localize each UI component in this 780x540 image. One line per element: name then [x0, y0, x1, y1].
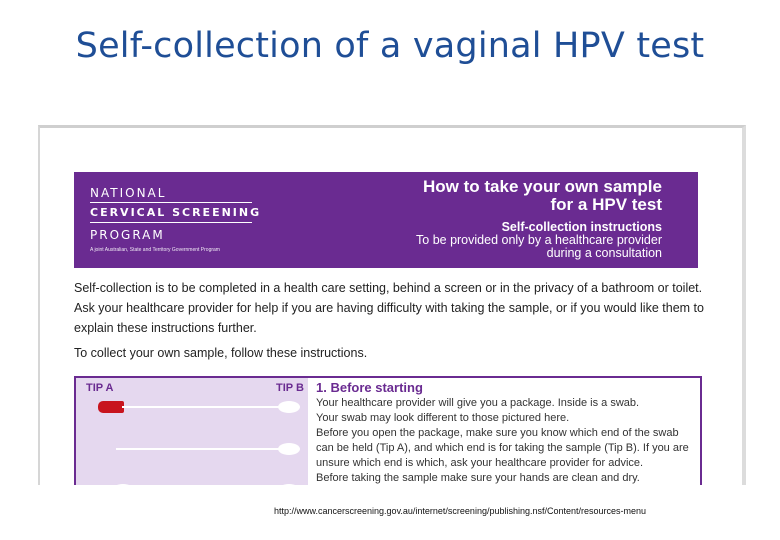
swab-bud-1 [278, 401, 300, 413]
swab-bud-2 [278, 443, 300, 455]
tip-b-label: TIP B [276, 382, 304, 394]
document-banner [74, 172, 698, 268]
banner-note-line1: To be provided only by a healthcare provider [416, 233, 662, 247]
logo-rule-bottom [90, 222, 252, 223]
banner-subheading: Self-collection instructions [501, 220, 662, 234]
banner-text [416, 178, 662, 260]
swab-stick-1 [122, 406, 282, 408]
banner-note-line2: during a consultation [546, 246, 662, 260]
logo-line-cervical-screening: CERVICAL SCREENING [90, 206, 262, 219]
step-1 [316, 380, 694, 485]
logo-tagline: A joint Australian, State and Territory Government Program [90, 247, 220, 253]
step-1-line: Your swab may look different to those pictured here. [316, 412, 570, 424]
banner-heading-line1: How to take your own sample [423, 177, 662, 196]
source-link[interactable]: http://www.cancerscreening.gov.au/internet/screening/publishing.nsf/Content/resources-menu [274, 506, 647, 516]
follow-instructions-text: To collect your own sample, follow these instructions. [74, 346, 368, 360]
swab-illustration [76, 378, 308, 485]
swab-red-tip [98, 401, 124, 413]
swab-bud-3a [112, 484, 134, 485]
document-image [38, 125, 746, 485]
step-1-line: Your healthcare provider will give you a package. Inside is a swab. [316, 397, 640, 409]
logo-rule-top [90, 202, 252, 203]
logo-line-program: PROGRAM [90, 228, 165, 242]
banner-heading-line2: for a HPV test [550, 195, 662, 214]
step-1-line: unsure which end is which, ask your healthcare provider for advice. [316, 457, 644, 469]
swab-bud-3b [278, 484, 300, 485]
step-1-line: can be held (Tip A), and which end is for taking the sample (Tip B). If you are [316, 442, 689, 454]
swab-stick-2 [116, 448, 282, 450]
logo-line-national: NATIONAL [90, 186, 167, 200]
step-1-line: Before you open the package, make sure you know which end of the swab [316, 427, 679, 439]
step-panel [74, 376, 702, 485]
tip-a-label: TIP A [86, 382, 114, 394]
step-1-title: 1. Before starting [316, 380, 423, 395]
slide-title: Self-collection of a vaginal HPV test [75, 26, 705, 66]
step-1-line: Before taking the sample make sure your hands are clean and dry. [316, 472, 640, 484]
intro-paragraph: Self-collection is to be completed in a health care setting, behind a screen or in the privacy of a bathroom or toilet. Ask your healthcare provider for help if you are having difficulty with taking the sample, or if you would like them to explain these instructions further. [74, 281, 704, 335]
